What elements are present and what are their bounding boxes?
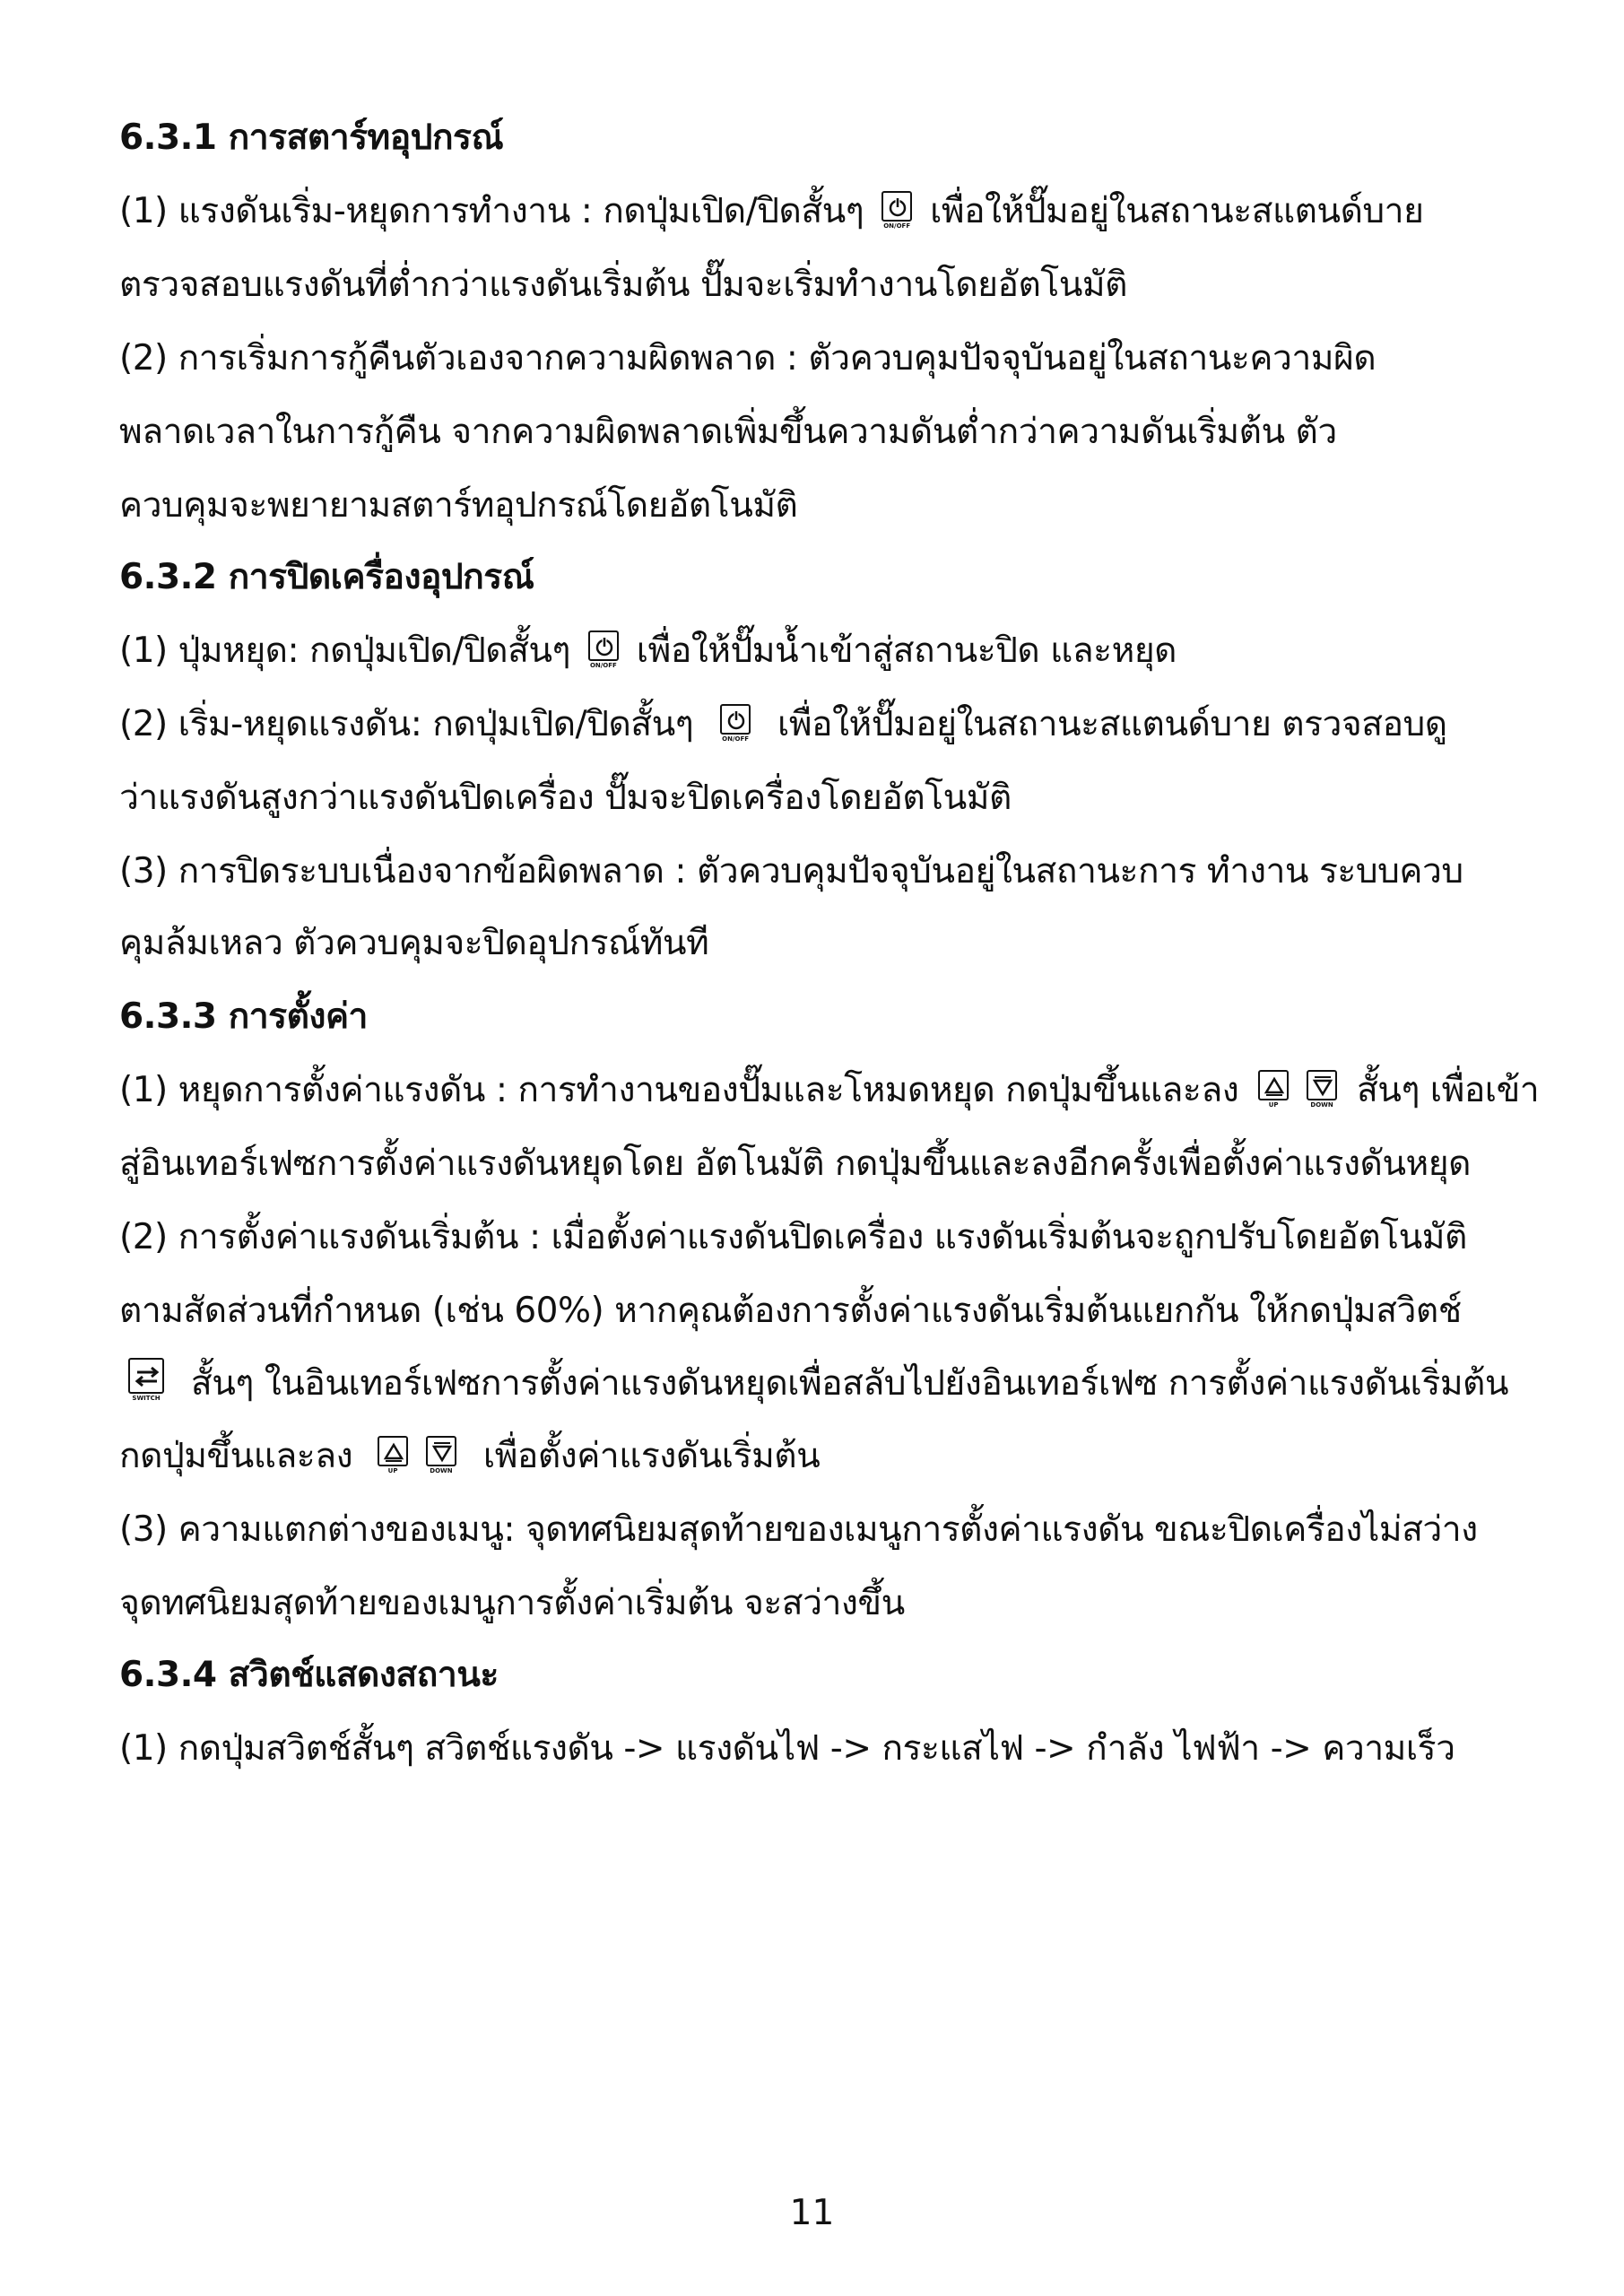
text-span: (1) ปุ่มหยุด: กดปุ่มเปิด/ปิดสั้นๆ: [119, 631, 570, 671]
text-span: สั้นๆ ในอินเทอร์เฟซการตั้งค่าแรงดันหยุดเพื่อสลับไปยังอินเทอร์เฟซ การตั้งค่าแรงดันเริ่มต้น: [190, 1363, 1509, 1404]
section-heading-6-3-1: 6.3.1 การสตาร์ทอุปกรณ์: [119, 117, 504, 158]
paragraph-line: (3) การปิดระบบเนื่องจากข้อผิดพลาด : ตัวควบคุมปัจจุบันอยู่ในสถานะการ ทำงาน ระบบควบ: [119, 851, 1463, 891]
text-span: เพื่อให้ปั๊มน้ำเข้าสู่สถานะปิด และหยุด: [636, 631, 1177, 671]
paragraph-line: (2) การตั้งค่าแรงดันเริ่มต้น : เมื่อตั้งค่าแรงดันปิดเครื่อง แรงดันเริ่มต้นจะถูกปรับโดยอัตโนมัติ: [119, 1217, 1467, 1257]
paragraph-line: [119, 700, 1572, 750]
power-button-caption: ON/OFF: [883, 222, 911, 230]
paragraph-line: ควบคุมจะพยายามสตาร์ทอุปกรณ์โดยอัตโนมัติ: [119, 485, 798, 526]
power-button-icon: [588, 631, 619, 669]
power-button-caption: ON/OFF: [589, 662, 617, 669]
up-arrow-button-icon: [378, 1436, 408, 1474]
text-span: เพื่อตั้งค่าแรงดันเริ่มต้น: [482, 1436, 821, 1476]
text-span: (1) หยุดการตั้งค่าแรงดัน : การทำงานของปั๊มและโหมดหยุด กดปุ่มขึ้นและลง: [119, 1070, 1239, 1110]
text-span: กดปุ่มขึ้นและลง: [119, 1436, 353, 1476]
paragraph-line: [119, 1065, 1572, 1116]
down-button-caption: DOWN: [1310, 1101, 1333, 1109]
section-heading-6-3-4: 6.3.4 สวิตช์แสดงสถานะ: [119, 1655, 499, 1695]
section-heading-6-3-2: 6.3.2 การปิดเครื่องอุปกรณ์: [119, 557, 534, 597]
paragraph-line: ว่าแรงดันสูงกว่าแรงดันปิดเครื่อง ปั๊มจะปิดเครื่องโดยอัตโนมัติ: [119, 778, 1012, 818]
paragraph-line: [119, 1358, 1572, 1409]
paragraph-line: (3) ความแตกต่างของเมนู: จุดทศนิยมสุดท้ายของเมนูการตั้งค่าแรงดัน ขณะปิดเครื่องไม่สว่าง: [119, 1509, 1478, 1550]
text-span: (1) แรงดันเริ่ม-หยุดการทำงาน : กดปุ่มเปิด/ปิดสั้นๆ: [119, 191, 864, 231]
text-span: เพื่อให้ปั๊มอยู่ในสถานะสแตนด์บาย: [930, 191, 1424, 231]
paragraph-line: [119, 1431, 1572, 1482]
paragraph-line: ตรวจสอบแรงดันที่ต่ำกว่าแรงดันเริ่มต้น ปั๊มจะเริ่มทำงานโดยอัตโนมัติ: [119, 265, 1127, 305]
down-button-caption: DOWN: [430, 1467, 453, 1474]
up-arrow-button-icon: [1258, 1070, 1289, 1109]
up-button-caption: UP: [387, 1467, 398, 1474]
paragraph-line: พลาดเวลาในการกู้คืน จากความผิดพลาดเพิ่มขึ้นความดันต่ำกว่าความดันเริ่มต้น ตัว: [119, 412, 1337, 452]
down-arrow-button-icon: [426, 1436, 456, 1474]
down-arrow-button-icon: [1307, 1070, 1337, 1109]
text-span: เพื่อให้ปั๊มอยู่ในสถานะสแตนด์บาย ตรวจสอบดู: [777, 704, 1447, 744]
up-button-caption: UP: [1268, 1101, 1279, 1109]
paragraph-line: (1) กดปุ่มสวิตช์สั้นๆ สวิตช์แรงดัน -> แรงดันไฟ -> กระแสไฟ -> กำลัง ไฟฟ้า -> ความเร็ว: [119, 1728, 1455, 1769]
switch-button-caption: SWITCH: [132, 1395, 161, 1402]
paragraph-line: จุดทศนิยมสุดท้ายของเมนูการตั้งค่าเริ่มต้น จะสว่างขึ้น: [119, 1583, 905, 1623]
power-button-caption: ON/OFF: [722, 735, 750, 743]
switch-button-icon: [128, 1358, 164, 1402]
paragraph-line: (2) การเริ่มการกู้คืนตัวเองจากความผิดพลาด : ตัวควบคุมปัจจุบันอยู่ในสถานะความผิด: [119, 338, 1376, 378]
paragraph-line: คุมล้มเหลว ตัวควบคุมจะปิดอุปกรณ์ทันที: [119, 923, 709, 963]
text-span: (2) เริ่ม-หยุดแรงดัน: กดปุ่มเปิด/ปิดสั้นๆ: [119, 704, 694, 744]
paragraph-line: [119, 187, 1572, 237]
power-button-icon: [881, 191, 912, 230]
text-span: สั้นๆ เพื่อเข้า: [1356, 1070, 1540, 1110]
paragraph-line: [119, 626, 1572, 676]
page-number: 11: [789, 2193, 835, 2233]
paragraph-line: ตามสัดส่วนที่กำหนด (เช่น 60%) หากคุณต้องการตั้งค่าแรงดันเริ่มต้นแยกกัน ให้กดปุ่มสวิตช์: [119, 1291, 1462, 1331]
paragraph-line: สู่อินเทอร์เฟซการตั้งค่าแรงดันหยุดโดย อัตโนมัติ กดปุ่มขึ้นและลงอีกครั้งเพื่อตั้งค่าแรงดันหยุด: [119, 1144, 1471, 1184]
power-button-icon: [720, 704, 751, 743]
section-heading-6-3-3: 6.3.3 การตั้งค่า: [119, 996, 368, 1037]
